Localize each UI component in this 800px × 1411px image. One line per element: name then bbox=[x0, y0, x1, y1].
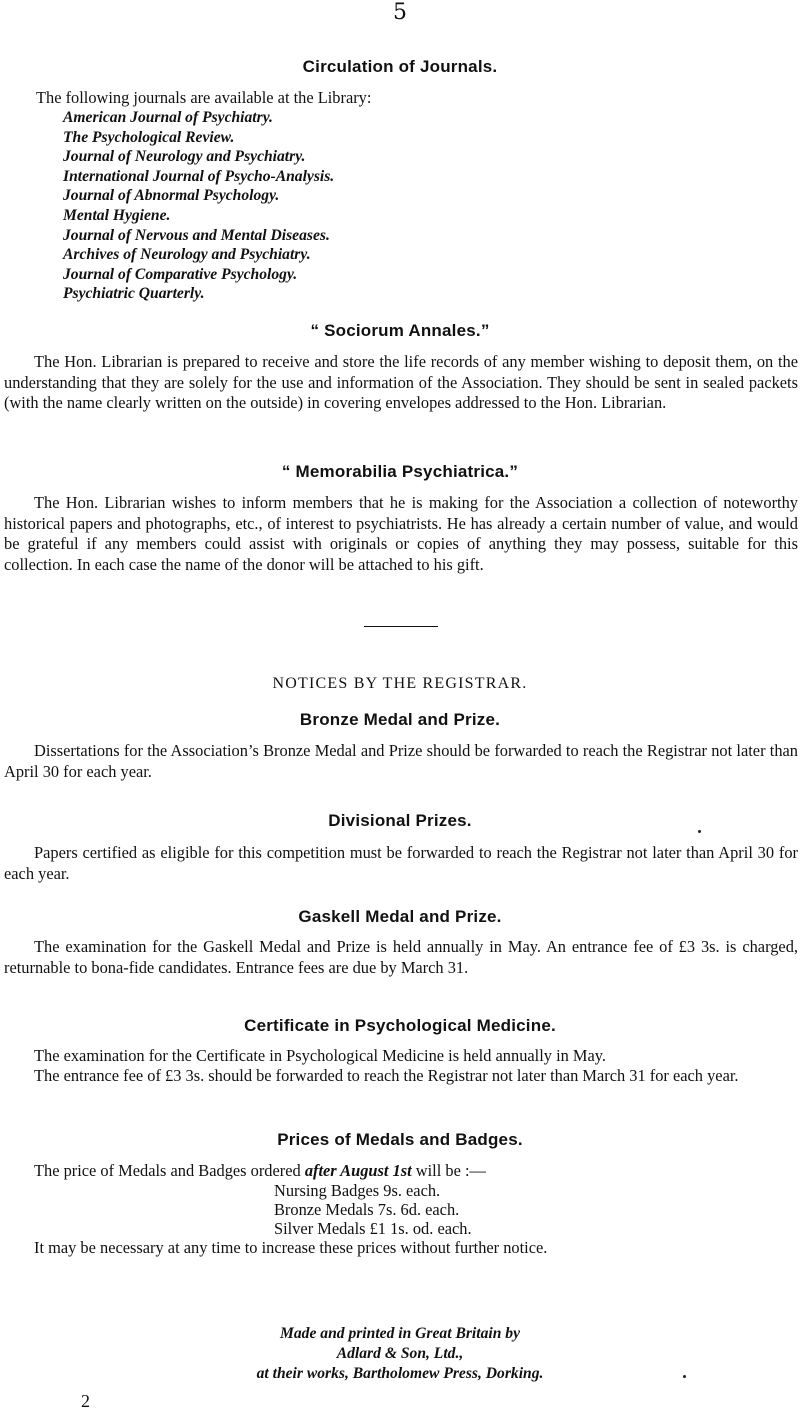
certificate-paragraph-1 bbox=[4, 1046, 798, 1067]
memorabilia-text: The Hon. Librarian wishes to inform members that he is making for the Association a collection of noteworthy historical papers and photographs, etc., of interest to psychiatrists. He has already a certain number of value, and would be grateful if any members could assist with originals or copies of anything they may possess, suitable for this collection. In each case the name of the donor will be attached to his gift. bbox=[4, 493, 798, 574]
prices-intro-before: The price of Medals and Badges ordered bbox=[34, 1161, 305, 1180]
registrar-heading: NOTICES BY THE REGISTRAR. bbox=[272, 675, 528, 692]
colophon-line-1: Made and printed in Great Britain by bbox=[280, 1325, 520, 1342]
sociorum-text: The Hon. Librarian is prepared to receive and store the life records of any member wishing to deposit them, on the understanding that they are solely for the use and information of the Association. They should be sent in sealed packets (with the name clearly written on the outside) in covering envelopes addressed to the Hon. Librarian. bbox=[4, 352, 798, 412]
bronze-paragraph bbox=[4, 741, 798, 782]
prices-intro-italic: after August 1st bbox=[304, 1161, 412, 1180]
journal-item: Journal of Comparative Psychology. bbox=[63, 265, 298, 283]
colophon-line-3: at their works, Bartholomew Press, Dorking. bbox=[256, 1365, 544, 1382]
gaskell-heading: Gaskell Medal and Prize. bbox=[298, 907, 502, 926]
journal-item: International Journal of Psycho-Analysis. bbox=[63, 167, 335, 185]
prices-heading: Prices of Medals and Badges. bbox=[277, 1130, 523, 1149]
journal-list bbox=[63, 108, 563, 304]
bronze-text: Dissertations for the Association’s Bronze Medal and Prize should be forwarded to reach the Registrar not later than April 30 for each year. bbox=[4, 741, 798, 781]
colophon-line-2: Adlard & Son, Ltd., bbox=[336, 1345, 464, 1362]
bronze-heading: Bronze Medal and Prize. bbox=[299, 710, 501, 729]
certificate-heading: Certificate in Psychological Medicine. bbox=[244, 1016, 556, 1035]
prices-intro bbox=[34, 1161, 486, 1181]
journal-item: Mental Hygiene. bbox=[63, 206, 171, 224]
journal-item: Psychiatric Quarterly. bbox=[63, 285, 205, 303]
gaskell-paragraph bbox=[4, 937, 798, 978]
price-item: Nursing Badges 9s. each. bbox=[274, 1181, 441, 1200]
certificate-text-1: The examination for the Certificate in Psychological Medicine is held annually in May. bbox=[34, 1046, 606, 1065]
journal-item: Journal of Nervous and Mental Diseases. bbox=[63, 226, 330, 244]
divisional-heading: Divisional Prizes. bbox=[328, 811, 472, 830]
gaskell-text: The examination for the Gaskell Medal and Prize is held annually in May. An entrance fee of £3 3s. is charged, returnable to bona-fide candidates. Entrance fees are due by March 31. bbox=[4, 937, 798, 977]
divisional-paragraph bbox=[4, 843, 798, 884]
prices-intro-after: will be :— bbox=[411, 1161, 486, 1180]
section-divider bbox=[364, 626, 438, 627]
print-speck bbox=[683, 1375, 686, 1378]
journal-item: American Journal of Psychiatry. bbox=[63, 109, 273, 126]
memorabilia-heading: “ Memorabilia Psychiatrica.” bbox=[281, 462, 519, 481]
journal-item: Journal of Neurology and Psychiatry. bbox=[63, 148, 306, 166]
signature-mark: 2 bbox=[81, 1391, 90, 1411]
print-speck bbox=[698, 830, 701, 833]
circulation-heading: Circulation of Journals. bbox=[302, 57, 498, 76]
certificate-paragraph-2 bbox=[4, 1066, 798, 1087]
circulation-intro: The following journals are available at the Library: bbox=[36, 88, 372, 107]
sociorum-paragraph bbox=[4, 352, 798, 414]
certificate-text-2: The entrance fee of £3 3s. should be forwarded to reach the Registrar not later than March 31 for each year. bbox=[34, 1066, 739, 1085]
price-item: Bronze Medals 7s. 6d. each. bbox=[274, 1200, 460, 1219]
sociorum-heading: “ Sociorum Annales.” bbox=[310, 321, 490, 340]
page-number: 5 bbox=[393, 0, 407, 25]
prices-closing: It may be necessary at any time to increase these prices without further notice. bbox=[34, 1238, 548, 1257]
divisional-text: Papers certified as eligible for this competition must be forwarded to reach the Registrar not later than April 30 for each year. bbox=[4, 843, 798, 883]
journal-item: Journal of Abnormal Psychology. bbox=[63, 187, 280, 205]
memorabilia-paragraph bbox=[4, 493, 798, 575]
price-item: Silver Medals £1 1s. od. each. bbox=[274, 1219, 472, 1238]
journal-item: The Psychological Review. bbox=[63, 128, 235, 146]
journal-item: Archives of Neurology and Psychiatry. bbox=[63, 246, 311, 264]
